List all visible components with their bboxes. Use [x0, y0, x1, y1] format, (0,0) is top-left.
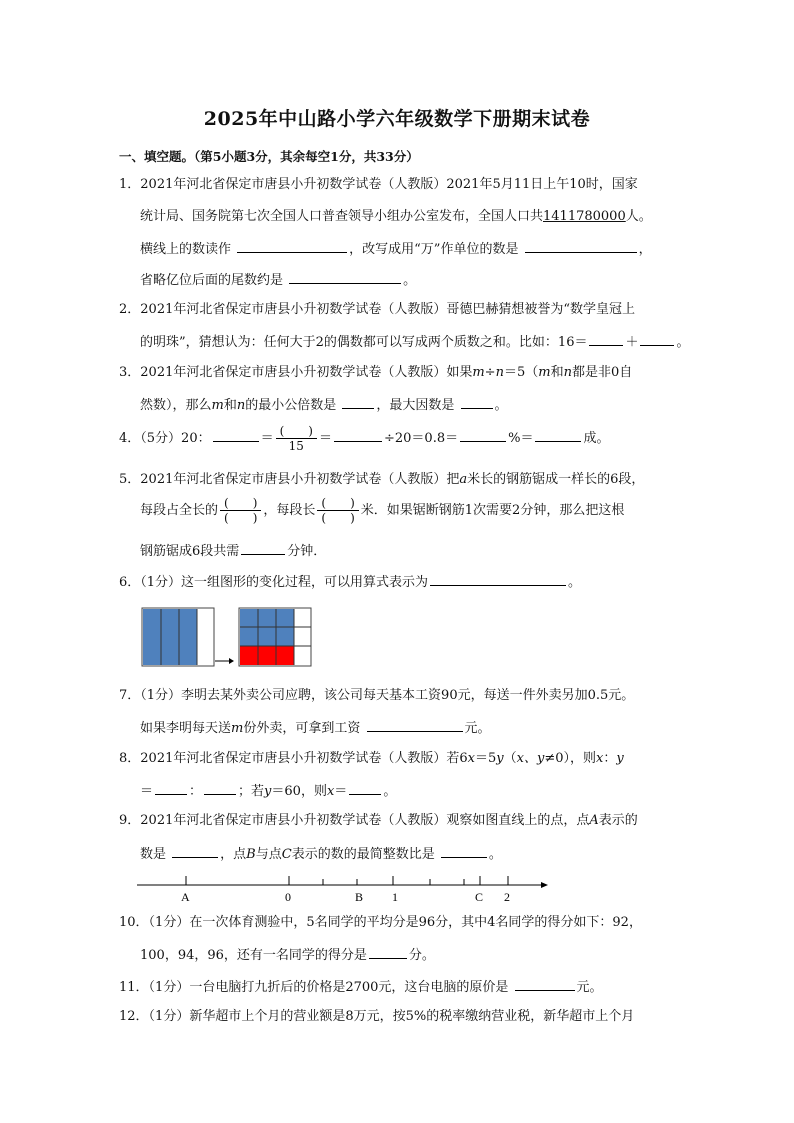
label-a: A [181, 890, 190, 904]
number-line [137, 870, 553, 906]
answer-blank[interactable] [241, 542, 285, 555]
q1-line3: 横线上的数读作 ，改写成用“万”作单位的数是 ， [140, 242, 652, 257]
q2-line1: 2．2021年河北省保定市唐县小升初数学试卷（人教版）哥德巴赫猜想被誉为“数学皇冠上 [119, 302, 636, 317]
q1-line2: 统计局、国务院第七次全国人口普查领导小组办公室发布，全国人口共1411780000人。 [140, 209, 652, 224]
answer-blank[interactable] [342, 396, 374, 409]
answer-blank[interactable] [515, 978, 575, 991]
q6-line: 6．（1分）这一组图形的变化过程，可以用算式表示为 。 [119, 575, 582, 590]
q2-line2: 的明珠”，猜想认为：任何大于2的偶数都可以写成两个质数之和。比如：16＝ ＋ 。 [140, 335, 690, 350]
q11-line: 11．（1分）一台电脑打九折后的价格是2700元，这台电脑的原价是 元。 [119, 980, 603, 995]
answer-blank[interactable] [589, 333, 623, 346]
answer-blank[interactable] [535, 429, 581, 442]
arrow-icon [541, 882, 548, 888]
answer-blank[interactable] [213, 429, 259, 442]
q5-line1: 5．2021年河北省保定市唐县小升初数学试卷（人教版）把a米长的钢筋锯成一样长的6段， [119, 472, 645, 487]
label-c: C [475, 890, 484, 904]
q1-line4: 省略亿位后面的尾数约是 。 [140, 273, 417, 288]
q3-line1: 3．2021年河北省保定市唐县小升初数学试卷（人教版）如果m÷n＝5（m和n都是非0自 [119, 365, 633, 380]
q4-line: 4．（5分）20： ＝ $\frac{( )}{15}$ ＝ ÷20＝0.8＝ %＝ 成。 [119, 424, 610, 453]
label-one: 1 [392, 890, 398, 904]
answer-blank[interactable] [155, 782, 187, 795]
population-number: 1411780000 [543, 209, 626, 224]
q8-line1: 8．2021年河北省保定市唐县小升初数学试卷（人教版）若6x＝5y（x、y≠0），则x：y [119, 751, 624, 766]
q9-line1: 9．2021年河北省保定市唐县小升初数学试卷（人教版）观察如图直线上的点，点A表示的 [119, 813, 638, 828]
q10-line1: 10．（1分）在一次体育测验中，5名同学的平均分是96分，其中4名同学的得分如下：92， [119, 915, 642, 930]
answer-blank[interactable] [204, 782, 236, 795]
answer-blank[interactable] [334, 429, 382, 442]
answer-blank[interactable] [349, 782, 381, 795]
q12-line1: 12．（1分）新华超市上个月的营业额是8万元，按5%的税率缴纳营业税，新华超市上个月 [119, 1009, 635, 1024]
answer-blank[interactable] [172, 845, 218, 858]
answer-blank[interactable] [441, 845, 487, 858]
label-zero: 0 [285, 890, 291, 904]
q5-line3: 钢筋锯成6段共需 分钟． [140, 544, 327, 559]
answer-blank[interactable] [367, 719, 463, 732]
grid-rectangle [239, 608, 311, 666]
answer-blank[interactable] [460, 429, 506, 442]
fraction: $\frac{( )}{15}$ [276, 424, 317, 453]
q8-line2: ＝ ： ；若y＝60，则x＝ 。 [140, 784, 397, 799]
fraction: $\frac{( )}{( )}$ [220, 496, 261, 525]
answer-blank[interactable] [237, 240, 347, 253]
q7-line2: 如果李明每天送m份外卖，可拿到工资 元。 [140, 721, 491, 736]
answer-blank[interactable] [640, 333, 674, 346]
answer-blank[interactable] [430, 573, 566, 586]
answer-blank[interactable] [369, 946, 407, 959]
answer-blank[interactable] [525, 240, 637, 253]
q7-line1: 7．（1分）李明去某外卖公司应聘，该公司每天基本工资90元，每送一件外卖另加0.5元。 [119, 688, 635, 703]
arrow-icon [215, 658, 234, 664]
fraction: $\frac{( )}{( )}$ [317, 496, 358, 525]
shape-change-figure [141, 606, 316, 668]
q1-line1: 1．2021年河北省保定市唐县小升初数学试卷（人教版）2021年5月11日上午10时，国家 [119, 177, 638, 192]
q9-line2: 数是 ，点B与点C表示的数的最简整数比是 。 [140, 847, 502, 862]
bar-rectangle [142, 608, 214, 666]
answer-blank[interactable] [461, 396, 493, 409]
answer-blank[interactable] [289, 271, 401, 284]
q5-line2: 每段占全长的 $\frac{( )}{( )}$ ，每段长 $\frac{( )}{( )}$ 米．如果锯断钢筋1次需要2分钟，那么把这根 [140, 496, 625, 525]
section-heading: 一、填空题。（第5小题3分，其余每空1分，共33分） [119, 149, 419, 164]
page-title: 2025年中山路小学六年级数学下册期末试卷 [203, 108, 591, 130]
label-two: 2 [504, 890, 510, 904]
q3-line2: 然数），那么m和n的最小公倍数是 ，最大因数是 。 [140, 398, 508, 413]
q10-line2: 100，94，96，还有一名同学的得分是 分。 [140, 948, 435, 963]
label-b: B [355, 890, 364, 904]
